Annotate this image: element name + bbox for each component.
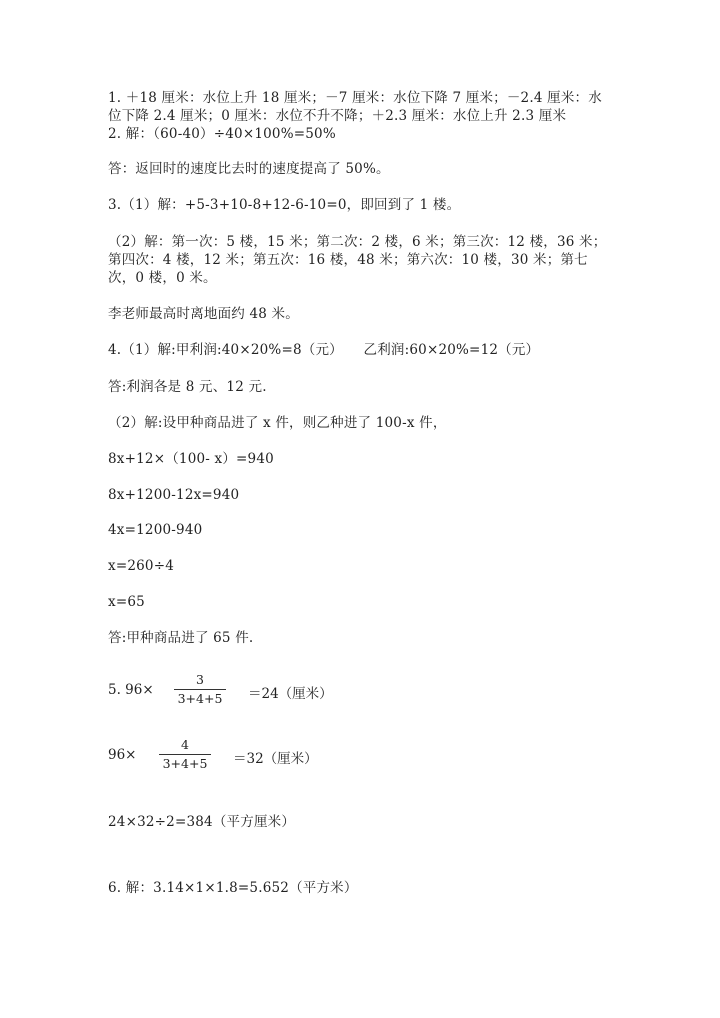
answer-2-conclusion: 答：返回时的速度比去时的速度提高了 50%。 [108,161,390,177]
answer-3-part-2-line-3: 次，0 楼，0 米。 [108,270,217,286]
fraction [174,672,226,707]
answer-1-line-1: 1. ＋18 厘米：水位上升 18 厘米；－7 厘米：水位下降 7 厘米；－2.4 厘米：水 [108,90,602,106]
answer-3-part-1: 3.（1）解：+5-3+10-8+12-6-10=0，即回到了 1 楼。 [108,197,461,213]
answer-4-part-1: 4.（1）解:甲利润:40×20%=8（元） 乙利润:60×20%=12（元） [108,342,540,358]
equation-step-5: x=65 [108,594,145,610]
fraction-result: ＝24（厘米） [248,686,333,702]
fraction [159,737,211,772]
fraction-bar [159,754,211,755]
answer-4-part-1-conclusion: 答:利润各是 8 元、12 元. [108,379,267,395]
fraction-result: ＝32（厘米） [233,751,318,767]
answer-2-solution: 2. 解：（60-40）÷40×100%=50% [108,126,336,142]
answer-3-part-2-line-2: 第四次：4 楼，12 米；第五次：16 楼，48 米；第六次：10 楼，30 米；第七 [108,252,588,268]
equation-step-3: 4x=1200-940 [108,522,203,538]
fraction-numerator: 4 [181,737,189,752]
equation-step-1: 8x+12×（100- x）=940 [108,451,274,467]
fraction-denominator: 3+4+5 [177,691,223,706]
answer-4-conclusion: 答:甲种商品进了 65 件. [108,630,254,646]
answer-3-part-2-line-1: （2）解：第一次：5 楼，15 米；第二次：2 楼，6 米；第三次：12 楼，36 米； [108,234,607,250]
answer-6-solution: 6. 解：3.14×1×1.8=5.652（平方米） [108,880,358,896]
answer-4-part-2-setup: （2）解:设甲种商品进了 x 件，则乙种进了 100-x 件， [108,415,447,431]
answer-3-conclusion: 李老师最高时离地面约 48 米。 [108,306,299,322]
fraction-numerator: 3 [196,672,204,687]
equation-step-2: 8x+1200-12x=940 [108,487,240,503]
fraction-bar [174,689,226,690]
answer-1-line-2: 位下降 2.4 厘米；0 厘米：水位不升不降；＋2.3 厘米：水位上升 2.3 厘米 [108,108,567,124]
fraction-prefix: 5. 96× [108,682,154,698]
answer-5-area: 24×32÷2=384（平方厘米） [108,814,296,830]
equation-step-4: x=260÷4 [108,558,174,574]
fraction-prefix: 96× [108,747,137,763]
fraction-denominator: 3+4+5 [162,756,208,771]
